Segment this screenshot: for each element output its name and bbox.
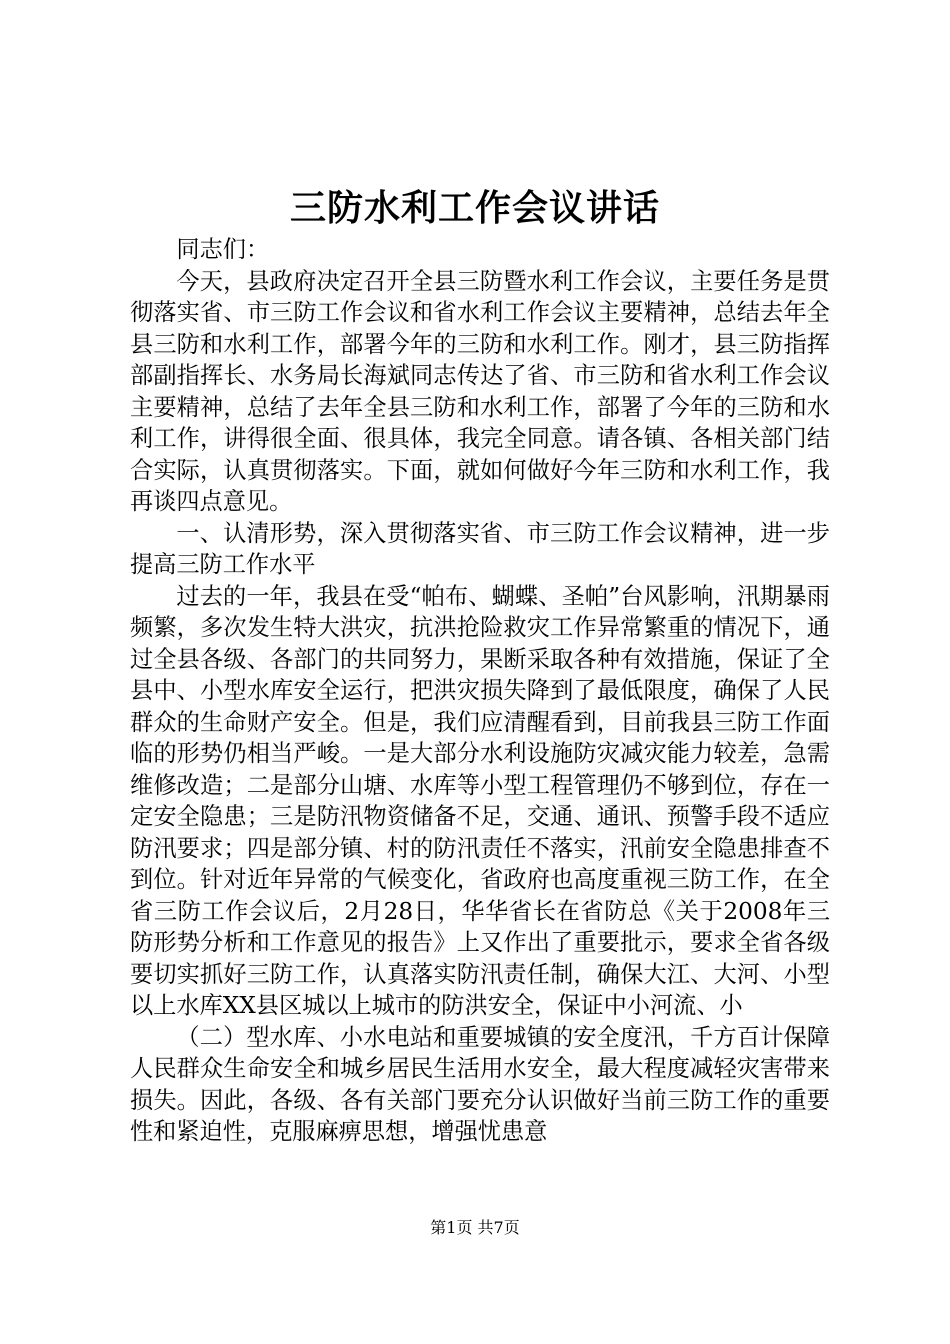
body-paragraph: （二）型水库、小水电站和重要城镇的安全度汛，千方百计保障人民群众生命安全和城乡居民生活用水安全，最大程度减轻灾害带来损失。因此，各级、各有关部门要充分认识做好当前三防工作的重要性和紧迫性，克服麻痹思想，增强忧患意 bbox=[130, 1023, 830, 1145]
section-heading-paragraph: 一、认清形势，深入贯彻落实省、市三防工作会议精神，进一步提高三防工作水平 bbox=[130, 519, 830, 578]
document-title: 三防水利工作会议讲话 bbox=[289, 187, 660, 229]
salutation-paragraph: 同志们： bbox=[176, 236, 270, 263]
document-body bbox=[130, 234, 830, 1148]
intro-paragraph: 今天，县政府决定召开全县三防暨水利工作会议，主要任务是贯彻落实省、市三防工作会议和省水利工作会议主要精神，总结去年全县三防和水利工作，部署今年的三防和水利工作。刚才，县三防指挥部副指挥长、水务局长海斌同志传达了省、市三防和省水利工作会议主要精神，总结了去年全县三防和水利工作，部署了今年的三防和水利工作，讲得很全面、很具体，我完全同意。请各镇、各相关部门结合实际，认真贯彻落实。下面，就如何做好今年三防和水利工作，我再谈四点意见。 bbox=[130, 267, 830, 515]
body-paragraph: 过去的一年，我县在受“帕布、蝴蝶、圣帕”台风影响，汛期暴雨频繁，多次发生特大洪灾，抗洪抢险救灾工作异常繁重的情况下，通过全县各级、各部门的共同努力，果断采取各种有效措施，保证了全县中、小型水库安全运行，把洪灾损失降到了最低限度，确保了人民群众的生命财产安全。但是，我们应清醒看到，目前我县三防工作面临的形势仍相当严峻。一是大部分水利设施防灾减灾能力较差，急需维修改造；二是部分山塘、水库等小型工程管理仍不够到位，存在一定安全隐患；三是防汛物资储备不足，交通、通讯、预警手段不适应防汛要求；四是部分镇、村的防汛责任不落实，汛前安全隐患排查不到位。针对近年异常的气候变化，省政府也高度重视三防工作，在全省三防工作会议后，2月28日，华华省长在省防总《关于2008年三防形势分析和工作意见的报告》上又作出了重要批示，要求全省各级要切实抓好三防工作，认真落实防汛责任制，确保大江、大河、小型以上水库XX县区城以上城市的防洪安全，保证中小河流、小 bbox=[130, 582, 830, 1019]
page-footer: 第1页 共7页 bbox=[430, 1218, 520, 1237]
